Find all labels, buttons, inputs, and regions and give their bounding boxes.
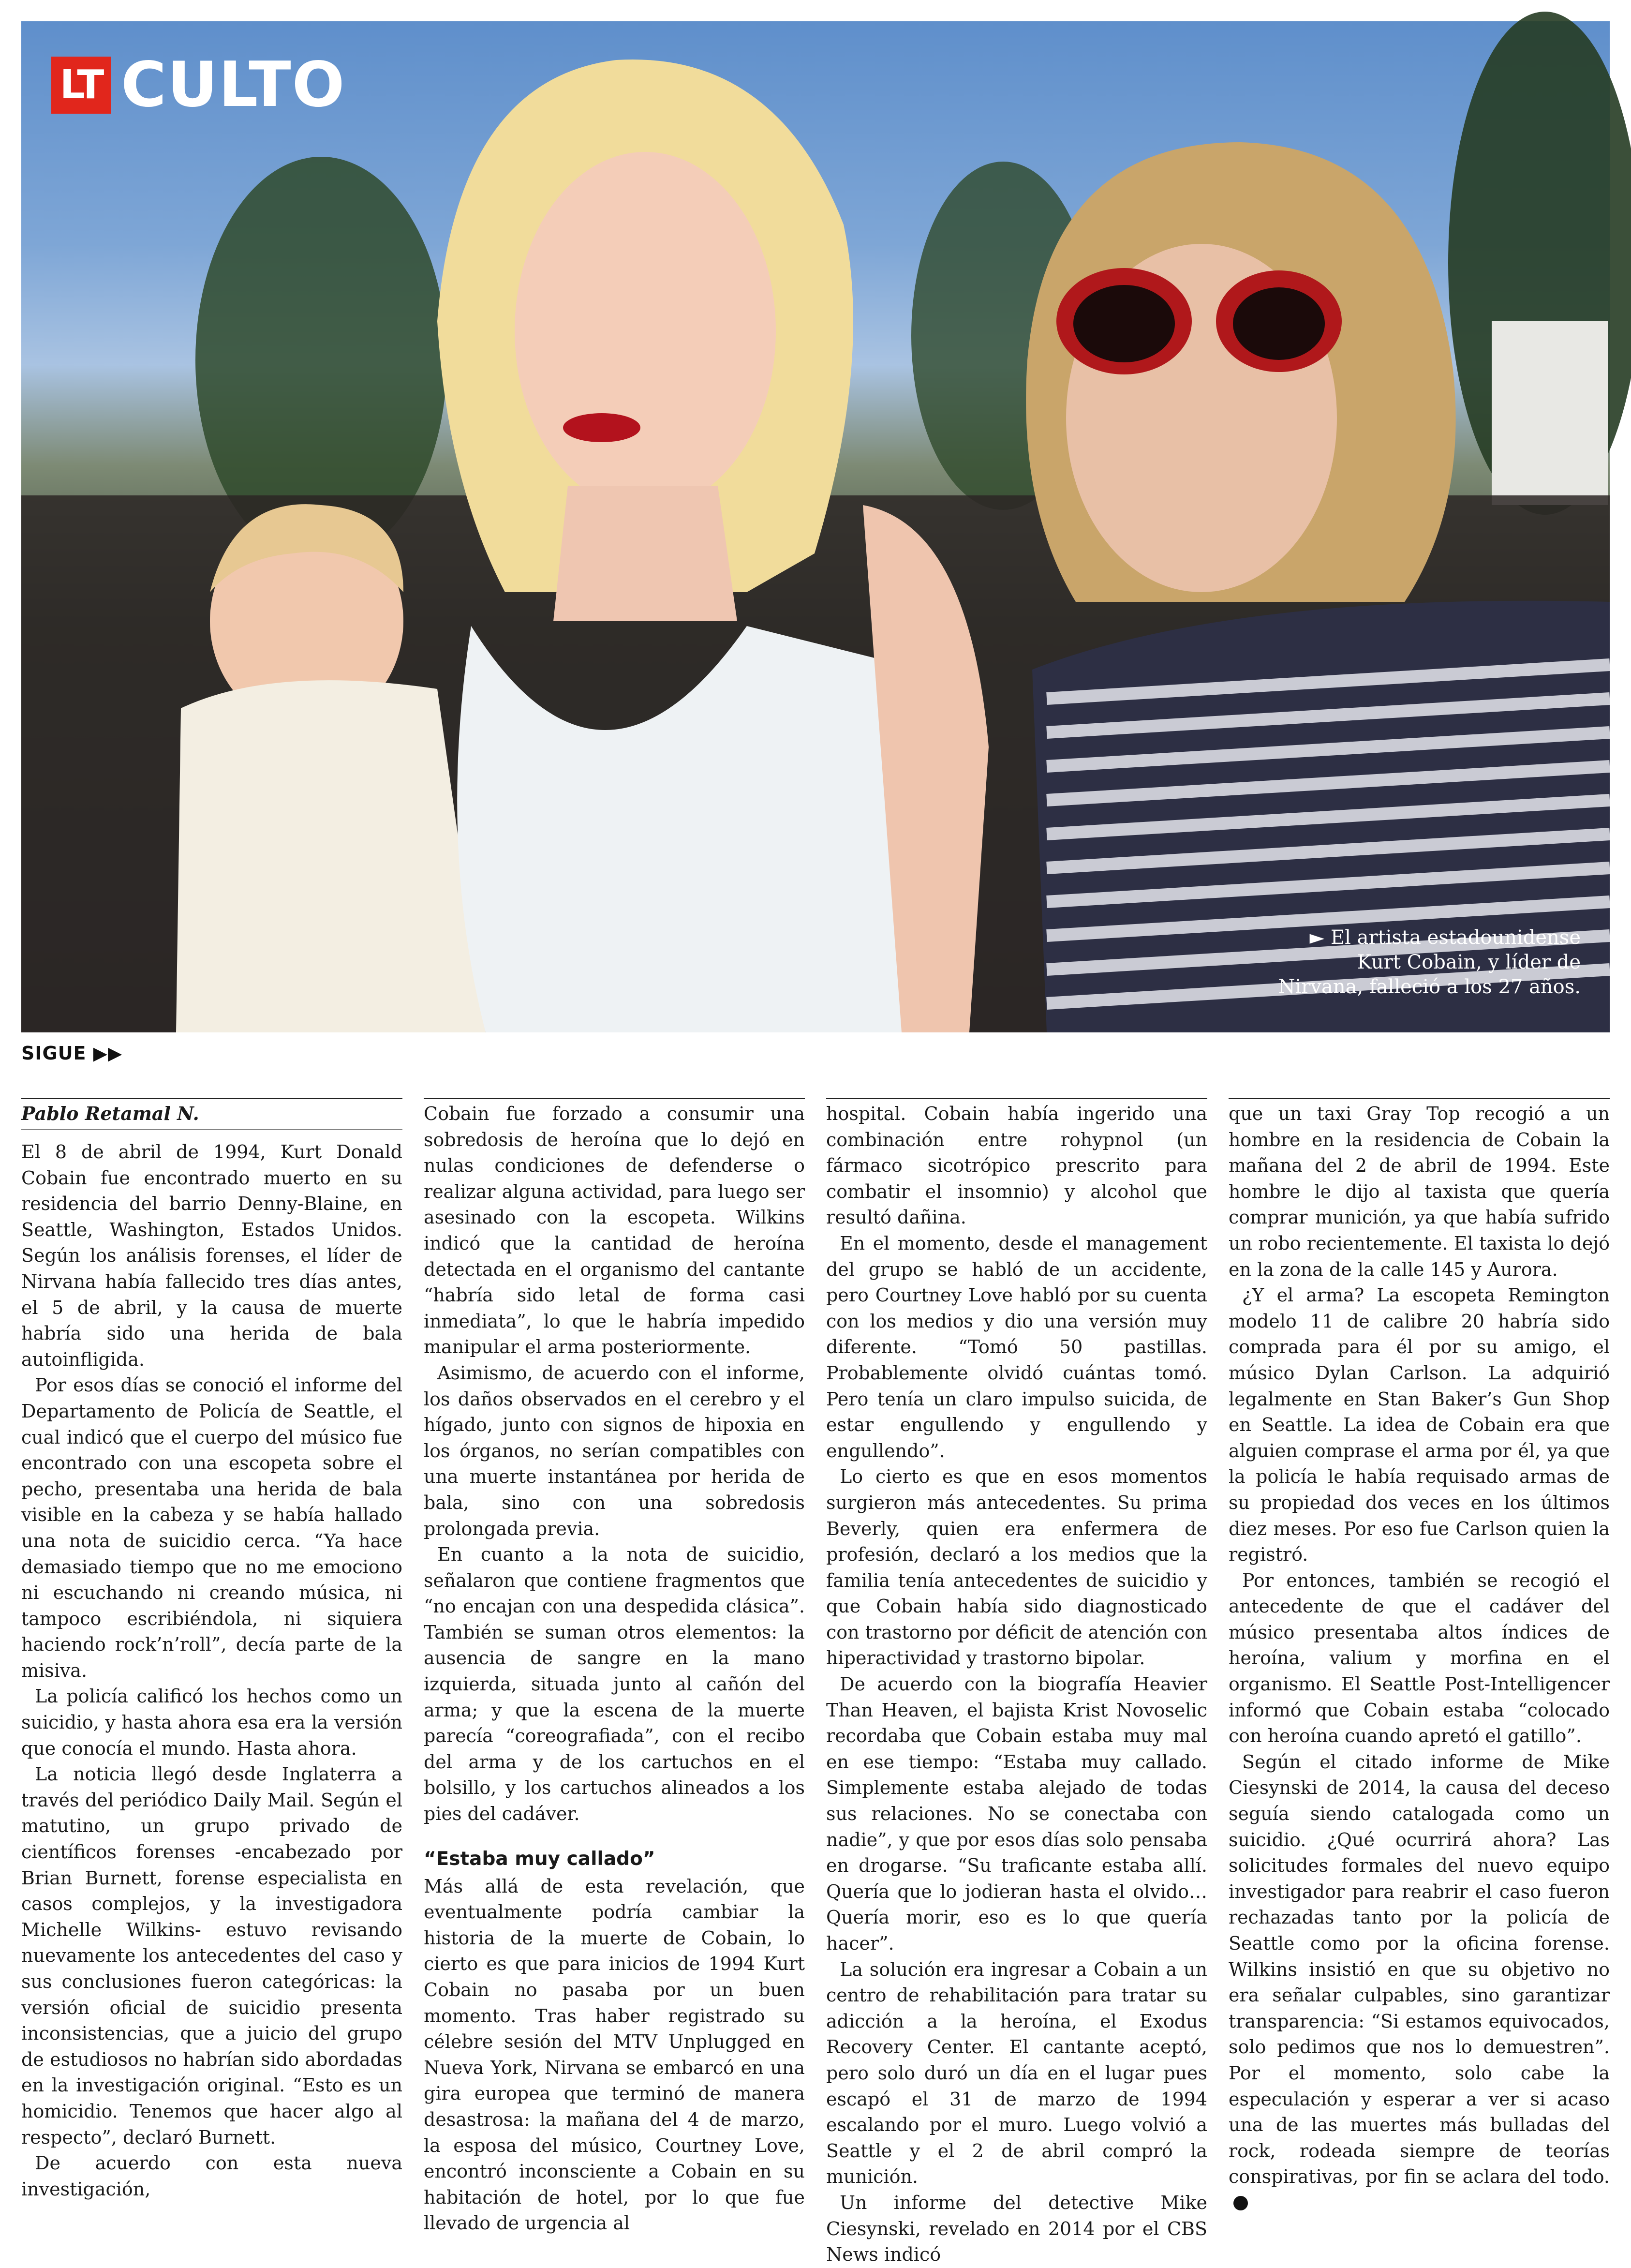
end-of-article-icon bbox=[1233, 2196, 1248, 2210]
paragraph: Asimismo, de acuerdo con el informe, los daños observados en el cerebro y el hígado, junto con signos de hipoxia en los órganos, no serían compatibles con una muerte instantánea por herida de bala, sino con una sobredosis prolongada previa. bbox=[424, 1362, 805, 1539]
woman-lips bbox=[563, 413, 640, 442]
article-column-3 bbox=[826, 1098, 1207, 2266]
paragraph: La solución era ingresar a Cobain a un centro de rehabilitación para tratar su adicción a la heroína, el Exodus Recovery Center. El cantante aceptó, pero solo duró un día en el lugar pues escapó el 31 de marzo de 1994 escalando por el muro. Luego volvió a Seattle y el 2 de abril compró la munición. bbox=[826, 1958, 1207, 2188]
paragraph: Cobain fue forzado a consumir una sobredosis de heroína que lo dejó en nulas condiciones de defenderse o realizar alguna actividad, para luego ser asesinado con la escopeta. Wilkins indicó que la cantidad de heroína detectada en el organismo del cantante “habría sido letal de forma casi inmediata”, lo que le habría impedido manipular el arma posteriormente. bbox=[424, 1103, 805, 1358]
photo-illustration bbox=[21, 21, 1610, 1032]
final-paragraph-text: Según el citado informe de Mike Ciesynski de 2014, la causa del deceso seguía siendo catalogada como un suicidio. ¿Qué ocurrirá ahora? Las solicitudes formales del nuevo equipo investigador para reabrir el caso fueron rechazadas tanto por la policía de Seattle como por la oficina forense. Wilkins insistió en que su objetivo no era señalar culpables, sino garantizar transparencia: “Si estamos equivocados, solo pedimos que nos lo demuestren”. Por el momento, solo cabe la especulación y esperar a ver si acaso una de las muertes más bulladas del rock, rodeada siempre de teorías conspirativas, por fin se aclara del todo. bbox=[1229, 1751, 1610, 2188]
cover-photo bbox=[21, 21, 1610, 1032]
paragraph: Lo cierto es que en esos momentos surgieron más antecedentes. Su prima Beverly, quien era enfermera de profesión, declaró a los medios que la familia tenía antecedentes de suicidio y que Cobain había sido diagnosticado con trastorno por déficit de atención con hiperactividad y trastorno bipolar. bbox=[826, 1466, 1207, 1669]
article-column-1 bbox=[21, 1098, 402, 2200]
woman-face bbox=[515, 152, 776, 510]
paragraph: Más allá de esta revelación, que eventualmente podría cambiar la historia de la muerte de Cobain, lo cierto es que para inicios de 1994 Kurt Cobain no pasaba por un buen momento. Tras haber registrado su célebre sesión del MTV Unplugged en Nueva York, Nirvana se embarcó en una gira europea que terminó de manera desastrosa: la mañana del 4 de marzo, la esposa del músico, Courtney Love, encontró inconsciente a Cobain en su habitación de hotel, por lo que fue llevado de urgencia al bbox=[424, 1875, 805, 2234]
photo-caption: ► El artista estadounidense Kurt Cobain, y líder de Nirvana, falleció a los 27 años. bbox=[1278, 926, 1581, 998]
paragraph: que un taxi Gray Top recogió a un hombre en la residencia de Cobain la mañana del 2 de abril de 1994. Este hombre le dijo al taxista que quería comprar munición, ya que había sufrido un robo recientemente. El taxista lo dejó en la zona de la calle 145 y Aurora. bbox=[1229, 1103, 1610, 1280]
subheading: “Estaba muy callado” bbox=[424, 1848, 655, 1870]
paragraph: En cuanto a la nota de suicidio, señalaron que contiene fragmentos que “no encajan con una despedida clásica”. También se suman otros elementos: la ausencia de sangre en la mano izquierda, situada junto al cañón del arma; y que la escena de la muerte parecía “coreografiada”, con el recibo del arma y de los cartuchos en el bolsillo, y los cartuchos alineados a los pies del cadáver. bbox=[424, 1544, 805, 1825]
paragraph: La noticia llegó desde Inglaterra a través del periódico Daily Mail. Según el matutino, un grupo privado de científicos forenses -encabezado por Brian Burnett, forense especialista en casos complejos, y la investigadora Michelle Wilkins- estuvo revisando nuevamente los antecedentes del caso y sus conclusiones fueron categóricas: la versión oficial de suicidio presenta inconsistencias, que a juicio del grupo de estudiosos no habrían sido abordadas en la investigación original. “Esto es un homicidio. Tenemos que hacer algo al respecto”, declaró Burnett. bbox=[21, 1763, 402, 2148]
article-column-4 bbox=[1229, 1098, 1610, 2188]
culto-logo bbox=[51, 49, 346, 121]
logo-section-name: CULTO bbox=[121, 49, 346, 121]
byline: Pablo Retamal N. bbox=[21, 1098, 402, 1130]
paragraph: hospital. Cobain había ingerido una combinación entre rohypnol (un fármaco sicotrópico prescrito para combatir el insomnio) y alcohol que resultó dañina. bbox=[826, 1103, 1207, 1228]
paragraph-final bbox=[1229, 1749, 1610, 2216]
paragraph: El 8 de abril de 1994, Kurt Donald Cobain fue encontrado muerto en su residencia del barrio Denny-Blaine, en Seattle, Washington, Estados Unidos. Según los análisis forenses, el líder de Nirvana había fallecido tres días antes, el 5 de abril, y la causa de muerte habría sido una herida de bala autoinfligida. bbox=[21, 1141, 402, 1370]
paragraph: Por esos días se conoció el informe del Departamento de Policía de Seattle, el cual indicó que el cuerpo del músico fue encontrado con una escopeta sobre el pecho, presentaba una herida de bala visible en la cabeza y se había hallado una nota de suicidio cerca. “Ya hace demasiado tiempo que no me emociono ni escuchando ni creando música, ni tampoco escribiéndola, ni siquiera haciendo rock’n’roll”, decía parte de la misiva. bbox=[21, 1374, 402, 1681]
white-sign bbox=[1492, 321, 1608, 505]
sunglasses-right-lens bbox=[1233, 287, 1325, 360]
paragraph: Un informe del detective Mike Ciesynski, revelado en 2014 por el CBS News indicó bbox=[826, 2192, 1207, 2266]
sunglasses-left-lens bbox=[1073, 285, 1175, 362]
baby-body bbox=[176, 680, 486, 1032]
sigue-label: SIGUE ▶▶ bbox=[21, 1043, 123, 1064]
paragraph: Por entonces, también se recogió el antecedente de que el cadáver del músico presentaba altos índices de heroína, valium y morfina en el organismo. El Seattle Post-Intelligencer informó que Cobain estaba “colocado con heroína cuando apretó el gatillo”. bbox=[1229, 1569, 1610, 1747]
paragraph: En el momento, desde el management del grupo se habló de un accidente, pero Courtney Love habló por su cuenta con los medios y dio una versión muy diferente. “Tomó 50 pastillas. Probablemente olvidó cuántas tomó. Pero tenía un claro impulso suicida, de estar engullendo y engullendo y engullendo”. bbox=[826, 1232, 1207, 1462]
paragraph: De acuerdo con la biografía Heavier Than Heaven, el bajista Krist Novoselic recordaba que Cobain estaba muy mal en ese tiempo: “Estaba muy callado. Simplemente estaba alejado de todas sus relaciones. No se conectaba con nadie”, y que por esos días solo pensaba en drogarse. “Su traficante estaba allí. Quería que lo jodieran hasta el olvido… Quería morir, eso es lo que quería hacer”. bbox=[826, 1673, 1207, 1954]
paragraph: ¿Y el arma? La escopeta Remington modelo 11 de calibre 20 habría sido comprada para él por su amigo, el músico Dylan Carlson. La adquirió legalmente en Stan Baker’s Gun Shop en Seattle. La idea de Cobain era que alguien comprase el arma por él, ya que la policía le había requisado armas de su propiedad dos veces en los últimos diez meses. Por eso fue Carlson quien la registró. bbox=[1229, 1284, 1610, 1566]
paragraph: De acuerdo con esta nueva investigación, bbox=[21, 2152, 402, 2200]
woman-neck bbox=[553, 486, 737, 621]
article-body bbox=[21, 1098, 1610, 2266]
logo-lt-badge: LT bbox=[51, 57, 111, 114]
article-column-2 bbox=[424, 1098, 805, 2234]
paragraph: La policía calificó los hechos como un suicidio, y hasta ahora esa era la versión que conocía el mundo. Hasta ahora. bbox=[21, 1686, 402, 1759]
